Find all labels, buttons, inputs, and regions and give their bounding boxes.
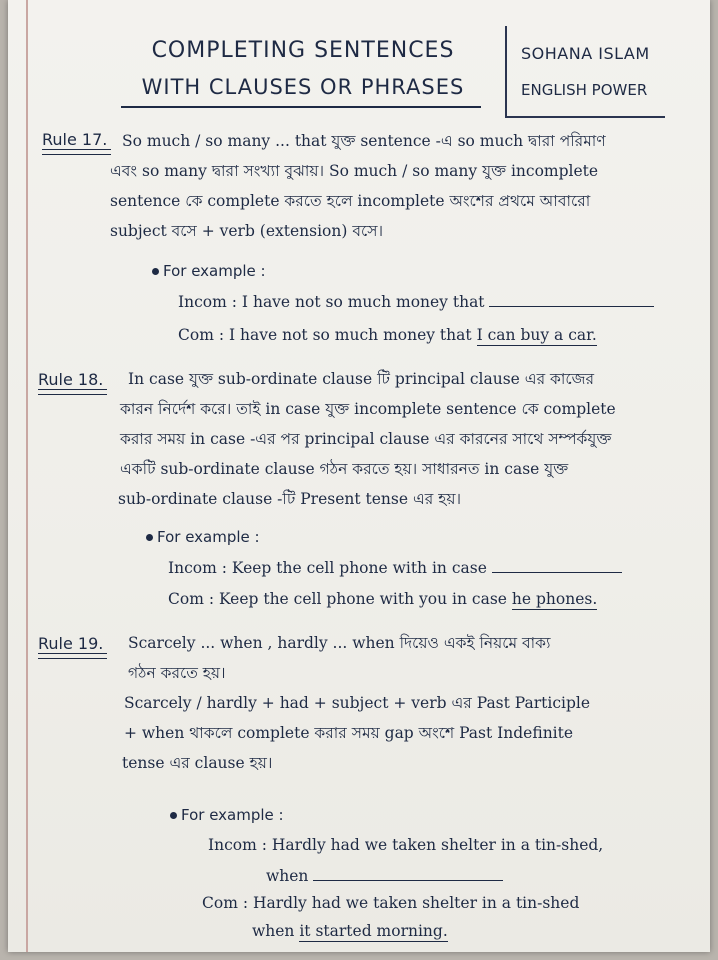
incom-label: Incom :	[208, 836, 267, 854]
title-line-1: COMPLETING SENTENCES	[151, 38, 455, 63]
bullet-dot	[146, 534, 153, 541]
com-text: Keep the cell phone with you in case	[218, 590, 507, 608]
answer-blank	[492, 558, 622, 573]
complete-example-cont	[252, 922, 448, 940]
com-answer: I can buy a car.	[476, 326, 597, 344]
com-text-2: when	[252, 922, 295, 940]
title-line-2: WITH CLAUSES OR PHRASES	[141, 75, 465, 99]
com-text: Hardly had we taken shelter in a tin-shed	[252, 894, 580, 912]
rule-line: একটি sub-ordinate clause গঠন করতে হয়। সাধারনত in case যুক্ত	[120, 460, 569, 478]
brand-name: ENGLISH POWER	[521, 81, 648, 99]
rule-line: sub-ordinate clause -টি Present tense এর হয়।	[118, 490, 462, 508]
rule-line: Scarcely ... when , hardly ... when দিয়েও একই নিয়মে বাক্য	[128, 634, 551, 652]
rule-label: Rule 19.	[38, 634, 104, 653]
incomplete-example	[168, 558, 622, 577]
incomplete-example-cont	[266, 866, 503, 885]
complete-example	[202, 894, 579, 912]
bullet-dot	[152, 268, 159, 275]
margin-line	[26, 0, 28, 952]
author-box	[505, 26, 665, 118]
example-heading	[170, 806, 284, 824]
rule-label: Rule 17.	[42, 130, 108, 149]
notebook-page	[8, 0, 710, 952]
rule-line: এবং so many দ্বারা সংখ্যা বুঝায়। So much / so many যুক্ত incomplete	[110, 162, 599, 180]
bullet-dot	[170, 812, 177, 819]
incom-text: I have not so much money that	[241, 293, 485, 311]
rule-line: subject বসে + verb (extension) বসে।	[110, 222, 383, 240]
example-heading-text: For example :	[157, 528, 260, 546]
answer-blank	[313, 866, 503, 881]
example-heading-text: For example :	[181, 806, 284, 824]
complete-example	[178, 326, 597, 344]
rule-line: In case যুক্ত sub-ordinate clause টি principal clause এর কাজের	[128, 370, 594, 388]
rule-line: sentence কে complete করতে হলে incomplete অংশের প্রথমে আবারো	[110, 192, 591, 210]
incom-text: Hardly had we taken shelter in a tin-shed,	[271, 836, 604, 854]
example-heading-text: For example :	[163, 262, 266, 280]
rule-line: tense এর clause হয়।	[122, 754, 273, 772]
incom-label: Incom :	[178, 293, 237, 311]
rule-description	[110, 126, 692, 246]
rule-label: Rule 18.	[38, 370, 104, 389]
incom-label: Incom :	[168, 559, 227, 577]
rule-line: So much / so many ... that যুক্ত sentence -এ so much দ্বারা পরিমাণ	[122, 132, 606, 150]
rule-line: Scarcely / hardly + had + subject + verb এর Past Participle	[124, 694, 591, 712]
example-heading	[152, 262, 266, 280]
rule-line: করার সময় in case -এর পর principal clause এর কারনের সাথে সম্পর্কযুক্ত	[120, 430, 612, 448]
com-label: Com :	[202, 894, 249, 912]
rule-line: গঠন করতে হয়।	[128, 664, 226, 682]
rule-description	[118, 364, 698, 514]
incom-text-2: when	[266, 867, 309, 885]
complete-example	[168, 590, 597, 608]
com-label: Com :	[168, 590, 215, 608]
page-title	[118, 34, 488, 106]
rule-17-block	[32, 126, 692, 356]
com-answer: he phones.	[511, 590, 598, 608]
answer-blank	[489, 292, 654, 307]
incomplete-example	[178, 292, 654, 311]
rule-line: + when থাকলে complete করার সময় gap অংশে Past Indefinite	[124, 724, 574, 742]
com-answer: it started morning.	[299, 922, 448, 940]
incom-text: Keep the cell phone with in case	[231, 559, 487, 577]
rule-18-block	[32, 364, 692, 614]
example-heading	[146, 528, 260, 546]
rule-line: কারন নির্দেশ করে। তাই in case যুক্ত incomplete sentence কে complete	[120, 400, 616, 418]
rule-description	[122, 628, 698, 778]
author-name: SOHANA ISLAM	[521, 44, 650, 63]
com-label: Com :	[178, 326, 225, 344]
com-text: I have not so much money that	[228, 326, 472, 344]
rule-19-block	[32, 628, 692, 948]
title-underline	[121, 106, 481, 108]
incomplete-example	[208, 836, 603, 854]
